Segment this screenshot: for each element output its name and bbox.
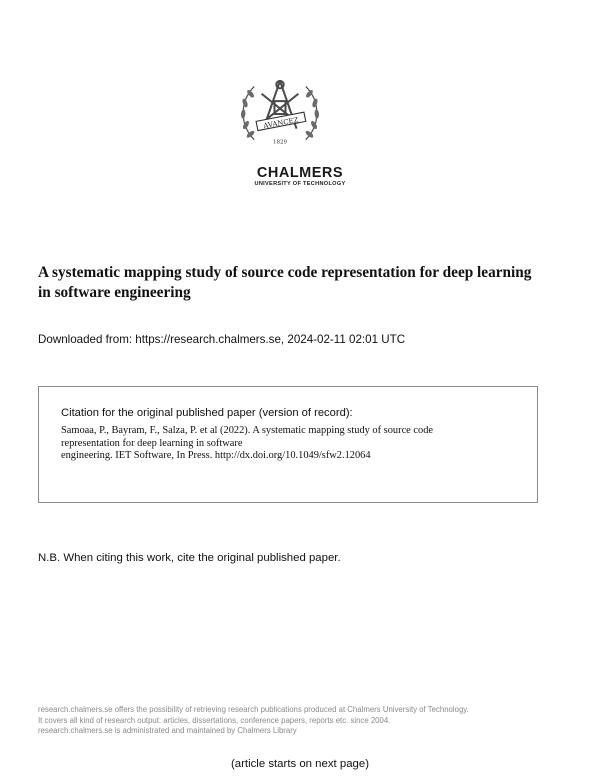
citation-line: engineering. IET Software, In Press. http://dx.doi.org/10.1049/sfw2.12064 — [61, 450, 371, 461]
brand-subtitle: UNIVERSITY OF TECHNOLOGY — [254, 181, 346, 187]
chalmers-seal-icon — [234, 68, 326, 160]
brand-name: CHALMERS — [256, 165, 344, 181]
document-title — [38, 263, 568, 303]
citation-heading: Citation for the original published paper (version of record): — [61, 407, 353, 419]
footer-line: It covers all kind of research output: articles, dissertations, conference papers, reports etc. since 2004. — [38, 715, 391, 725]
next-page-note: (article starts on next page) — [230, 758, 370, 770]
citation-box — [38, 386, 538, 503]
year-text: 1829 — [272, 139, 288, 146]
footer-line: research.chalmers.se is administrated and maintained by Chalmers Library — [38, 726, 297, 735]
citation-reference — [61, 425, 433, 463]
downloaded-from: Downloaded from: https://research.chalmers.se, 2024-02-11 02:01 UTC — [38, 333, 406, 346]
repository-footer — [38, 705, 469, 737]
motto-text: AVANCEZ — [262, 116, 299, 131]
title-line: A systematic mapping study of source code representation for deep learning — [38, 264, 532, 281]
citation-line: Samoaa, P., Bayram, F., Salza, P. et al (2022). A systematic mapping study of source code — [61, 425, 434, 436]
footer-line: research.chalmers.se offers the possibility of retrieving research publications produced at Chalmers University of Technology. — [38, 705, 469, 714]
citation-line: representation for deep learning in software — [61, 437, 243, 449]
citation-note: N.B. When citing this work, cite the original published paper. — [38, 552, 341, 564]
title-line: in software engineering — [38, 284, 191, 301]
